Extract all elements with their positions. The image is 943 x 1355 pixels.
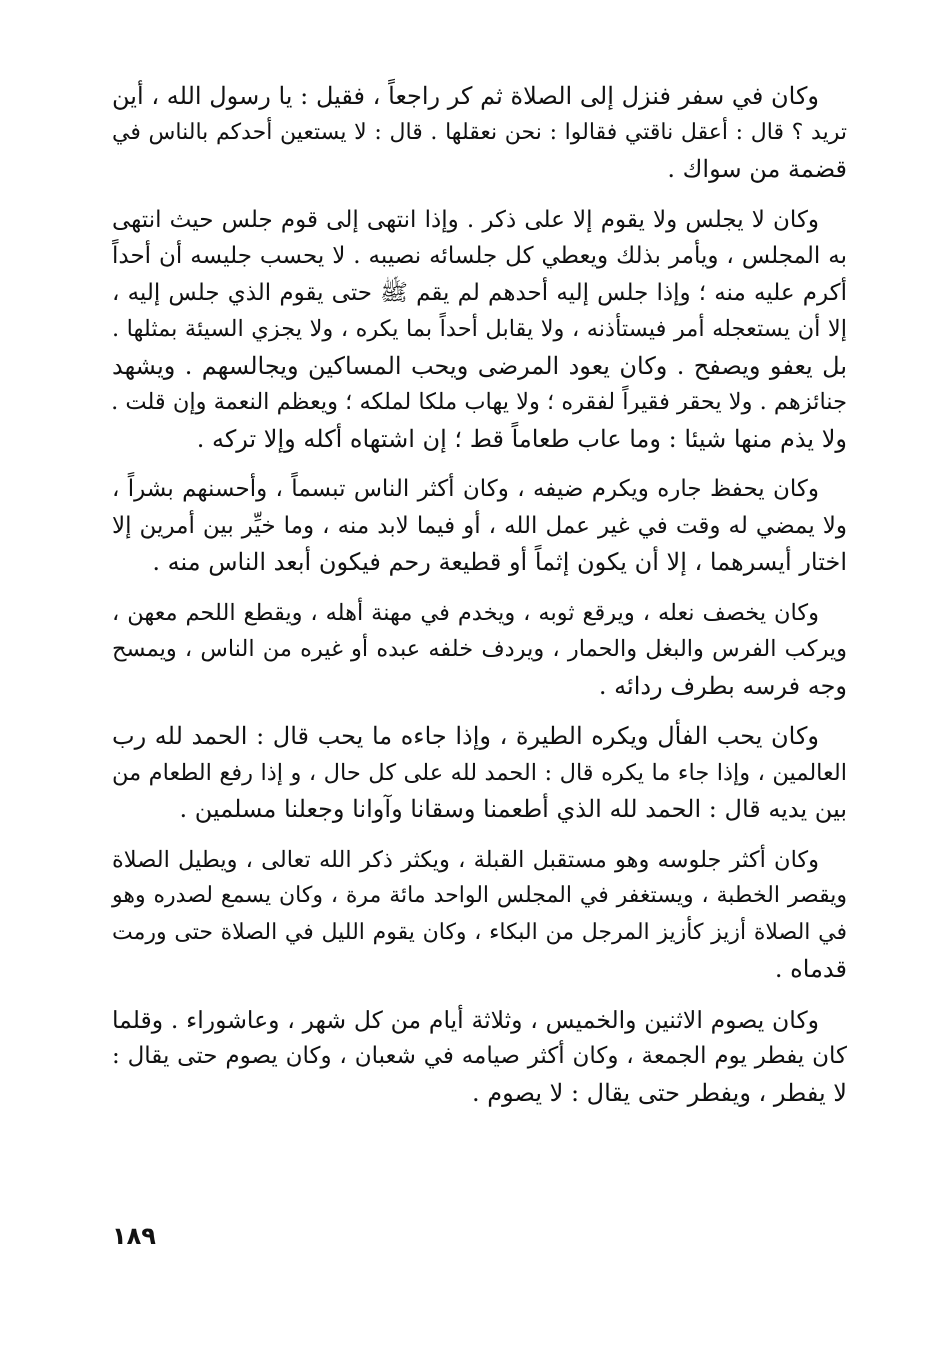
text-line: ويركب الفرس والبغل والحمار ، ويردف خلفه عبده أو غيره من الناس ، ويمسح [112,636,847,662]
text-line: جنائزهم . ولا يحقر فقيراً لفقره ؛ ولا يهاب ملكا لملكه ؛ ويعظم النعمة وإن قلت . [111,389,847,415]
text-line: وكان في سفر فنزل إلى الصلاة ثم كر راجعاً ، فقيل : يا رسول الله ، أين [112,82,819,110]
text-line: وكان أكثر جلوسه وهو مستقبل القبلة ، ويكثر ذكر الله تعالى ، ويطيل الصلاة [112,846,819,873]
page-body [112,78,847,1125]
text-line: ولا يمضي له وقت في غير عمل الله ، أو فيما لابد منه ، وما خيِّر بين أمرين إلا [112,512,847,539]
text-line: قدماه . [774,955,847,983]
text-line: كان يفطر يوم الجمعة ، وكان أكثر صيامه في شعبان ، وكان يصوم حتى يقال : [112,1043,847,1069]
text-line: اختار أيسرهما ، إلا أن يكون إثماً أو قطيعة رحم فيكون أبعد الناس منه . [152,548,847,576]
paragraph [112,842,847,988]
text-line: وكان يحب الفأل ويكره الطيرة ، وإذا جاءه ما يحب قال : الحمد لله رب [112,722,819,750]
text-line: وكان يحفظ جاره ويكرم ضيفه ، وكان أكثر الناس تبسماً ، وأحسنهم بشراً ، [112,476,819,502]
text-line: العالمين ، وإذا جاء ما يكره قال : الحمد لله على كل حال ، و إذا رفع الطعام من [112,759,847,786]
paragraph [112,78,847,188]
text-line: بين يديه قال : الحمد لله الذي أطعمنا وسقانا وآوانا وجعلنا مسلمين . [179,795,847,823]
text-line: بل يعفو ويصفح . وكان يعود المرضى ويحب المساكين ويجالسهم . ويشهد [112,351,847,380]
paragraph [112,471,847,581]
text-line: ولا يذم منها شيئا : وما عاب طعاماً قط ؛ إن اشتهاه أكله وإلا تركه . [196,424,847,453]
paragraph [112,202,847,458]
text-line: وجه فرسه بطرف ردائه . [598,671,847,700]
text-line: لا يفطر ، ويفطر حتى يقال : لا يصوم . [472,1078,847,1107]
text-line: أكرم عليه منه ؛ وإذا جلس إليه أحدهم لم يقم ﷺ حتى يقوم الذي جلس إليه ، [112,279,847,306]
text-line: تريد ؟ قال : أعقل ناقتي فقالوا : نحن نعقلها . قال : لا يستعين أحدكم بالناس في [112,119,847,145]
text-line: به المجلس ، ويأمر بذلك ويعطي كل جلسائه نصيبه . لا يحسب جليسه أن أحداً [112,243,847,269]
paragraph [112,595,847,705]
text-line: وكان يصوم الاثنين والخميس ، وثلاثة أيام من كل شهر ، وعاشوراء . وقلما [112,1005,819,1034]
text-line: في الصلاة أزيز كأزيز المرجل من البكاء ، وكان يقوم الليل في الصلاة حتى ورمت [112,919,847,945]
text-line: قضمة من سواك . [667,155,847,183]
text-line: ويقصر الخطبة ، ويستغفر في المجلس الواحد مائة مرة ، وكان يسمع لصدره وهو [112,883,847,908]
text-line: إلا أن يستعجله أمر فيستأذنه ، ولا يقابل أحداً بما يكره ، ولا يجزي السيئة بمثلها . [112,316,847,342]
paragraph [112,718,847,828]
paragraph [112,1002,847,1112]
text-line: وكان يخصف نعله ، ويرقع ثوبه ، ويخدم في مهنة أهله ، ويقطع اللحم معهن ، [112,599,819,626]
page-number: ١٨٩ [112,1222,156,1250]
text-line: وكان لا يجلس ولا يقوم إلا على ذكر . وإذا انتهى إلى قوم جلس حيث انتهى [112,206,819,233]
